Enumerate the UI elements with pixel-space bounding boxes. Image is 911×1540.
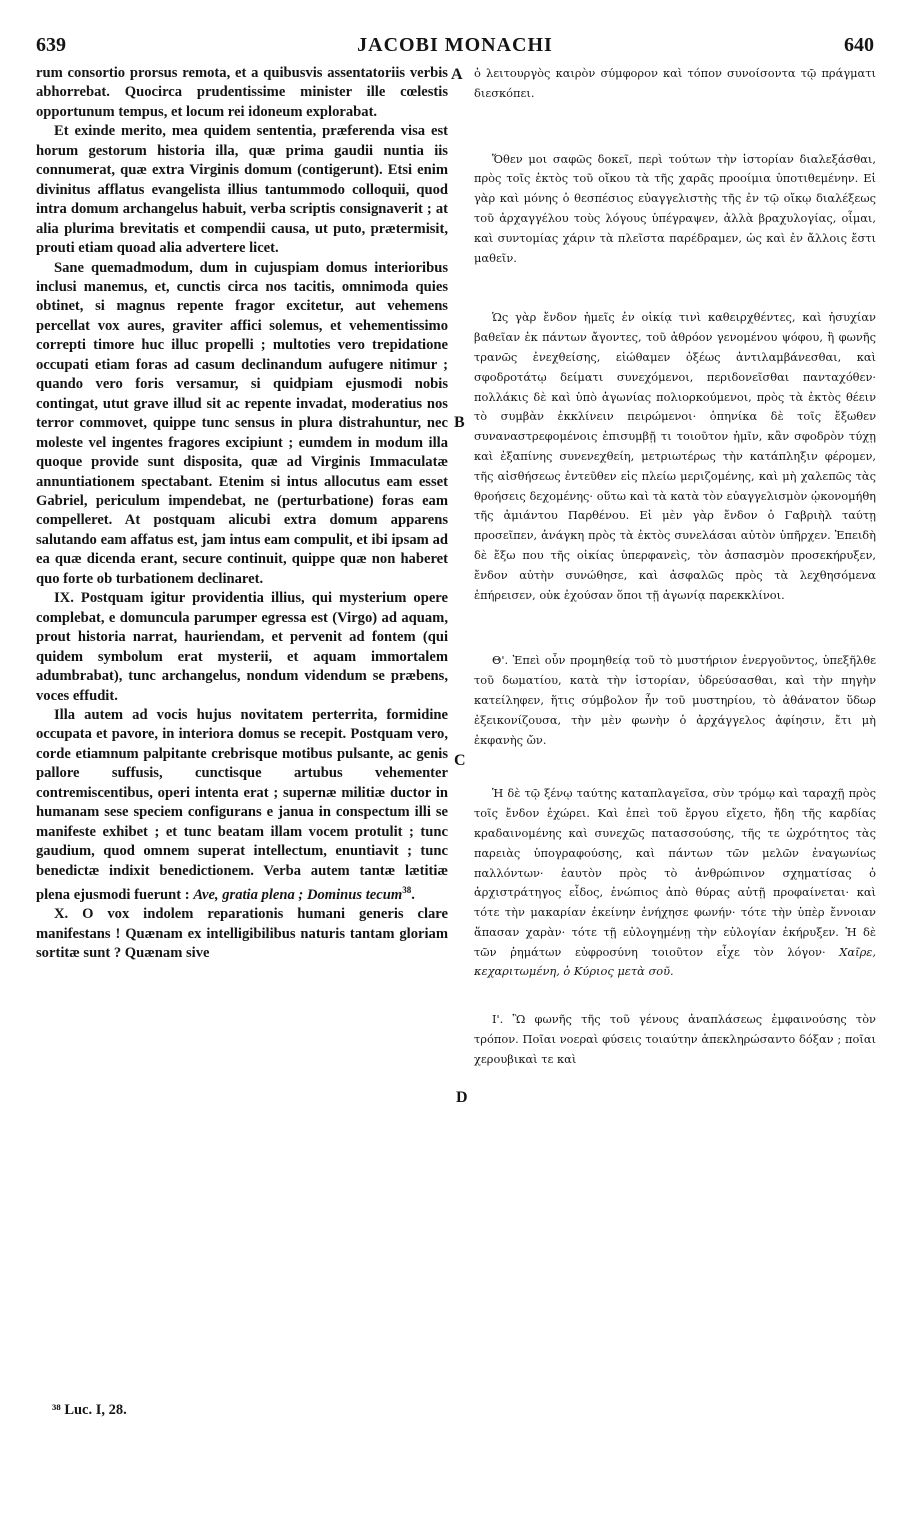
latin-paragraph-5: Illa autem ad vocis hujus novitatem perterrita, formidine occupata et pavore, in interiora domus se recepit. Postquam vero, corde etiamnum palpitante crebrisque motibus pulsante, ac genis pallore suffusis, cunctisque artubus vehementer contremiscentibus, operi intenta erat ; supernæ militiæ ductor in humanam sese speciem configurans e janua in conspectum illi se manifeste exhibet ; et tunc beatam illam vocem protulit ; tunc gaudium, quod omnem superat intellectum, enuntiavit ; tunc benedictæ indixit benedictionem. Verba autem tantæ lætitiæ plena ejusmodi fuerunt : Ave, gratia plena ; Dominus tecum$^{38}$. [36,706,448,903]
greek-paragraph-3: Ὡς γὰρ ἔνδον ἡμεῖς ἐν οἰκίᾳ τινὶ καθειρχθέντες, καὶ ἡσυχίαν βαθεῖαν ἐκ πάντων ἄγοντες, τοῦ ἀθρόον γενομένου ψόφου, ἢ φωνῆς τρανῶς ἐνεχθείσης, εἰώθαμεν ὀξέως ἀντιλαμβάνεσθαι, καὶ σφοδροτάτῳ δείματι συνεχόμενοι, περιδονεῖσθαι πανταχόθεν· πολλάκις δὲ καὶ ὑπὸ ἀγωνίας πολιορκούμενοι, πρὸς τὰ ἐκτὸς θέειν τὸ συμβὰν ἐκκλίνειν πειρώμενοι· ὁπηνίκα δὲ τοῖς ἔξωθεν συναναστρεφομένοις ἐπισυμβῇ τι τοιοῦτον ἡμῖν, κἂν σφοδρὸν τύχῃ καὶ ἐξαπίνης συνενεχθείη, μετριωτέρως τὴν κατάπληξιν φέρομεν, τῆς αἰσθήσεως ἐντεῦθεν εἰς πλείω μεριζομένης, καὶ μὴ χαλεπῶς τὰς θροήσεις δεχομένης· οὕτω καὶ τὰ κατὰ τὸν εὐαγγελισμὸν ᾠκονομήθη τῆς ἀμιάντου Παρθένου. Εἰ μὲν γὰρ ἔνδον ὁ Γαβριὴλ ταύτῃ προσεῖπεν, ἀνάγκη πρὸς τὰ ἐκτὸς συνελάσαι αὐτὸν ὑπῆρχεν. Ἐπειδὴ δὲ ἔξω που τῆς οἰκίας ὑπερφανεὶς, τὸν ἀσπασμὸν προσεκήρυξεν, ἔνδον αὐτὴν συνώθησε, καὶ ἀσφαλῶς πρὸς τὰ λεχθησόμενα ἐπήρεισεν, οὐκ ἐχούσαν ὅποι τῇ ἀγωνίᾳ παρεκκλίνοι. [474,310,876,602]
latin-paragraph-5-text: Illa autem ad vocis hujus novitatem perterrita, formidine occupata et pavore, in interiora domus se recepit. Postquam vero, corde etiamnum palpitante crebrisque motibus pulsante, ac genis pallore suffusis, cunctisque artubus vehementer contremiscentibus, operi intenta erat ; supernæ militiæ ductor in humanam sese speciem configurans e janua in conspectum illi se manifeste exhibet ; et tunc beatam illam vocem protulit ; tunc gaudium, quod omnem superat intellectum, enuntiavit ; tunc benedictæ indixit benedictionem. Verba autem tantæ lætitiæ plena ejusmodi fuerunt : [36,706,448,903]
margin-marker-d: D [456,1089,468,1106]
greek-paragraph-4: Θ'. Ἐπεὶ οὖν προμηθείᾳ τοῦ τὸ μυστήριον ἐνεργοῦντος, ὑπεξῆλθε τοῦ δωματίου, κατὰ τὴν ἱστορίαν, ὑδρεύσασθαι, καὶ τὴν πηγὴν κατείληφεν, ἥτις σύμβολον ἦν τοῦ μυστηρίου, τὸ ἀθάνατον ὕδωρ ἐξεικονίζουσα, τὴν μὲν φωνὴν ὁ ἀρχάγγελος ἀφίησιν, ἔτι μὴ ἐκφανὴς ὤν. [474,653,876,747]
greek-paragraph-2: Ὅθεν μοι σαφῶς δοκεῖ, περὶ τούτων τὴν ἱστορίαν διαλεξάσθαι, πρὸς τοῖς ἐκτὸς τοῦ οἴκου τὰ τῆς χαρᾶς προοίμια ὑποτιθεμένην. Εἰ γὰρ καὶ μόνης ὁ θεσπέσιος εὐαγγελιστὴς τῆς ἐν τῷ οἴκῳ διαλέξεως τοῦ ἀρχαγγέλου τοὺς λόγους ὑπέγραψεν, ἀλλὰ βραχυλογίας, οἶμαι, καὶ συντομίας χάριν τὰ πλεῖστα παρέδραμεν, ὡς καὶ ἐν ἄλλοις ἔστι μαθεῖν. [474,151,876,265]
margin-marker-c: C [454,752,466,769]
left-page-number: 639 [36,34,66,56]
footnote: ³⁸ Luc. I, 28. [52,1402,127,1418]
greek-quote: Χαῖρε, κεχαριτωμένη, ὁ Κύριος μετὰ σοῦ. [474,944,876,979]
greek-column [474,64,876,1070]
greek-paragraph-5 [474,784,876,982]
latin-paragraph-3: Sane quemadmodum, dum in cujuspiam domus interioribus inclusi manemus, et, cunctis circa nos tacitis, omnimoda quies obtinet, si magnus repente fragor excitetur, aut vehemens percellat vox aures, graviter affici solemus, et vehementissimo correpti timore huc illuc propelli ; multoties vero trepidatione occupati etiam foras ad casum declinandum aufugere nitimur ; quando vero foris versamur, si quidpiam ejusmodi nobis contingat, utut grave illud sit ac repente invadat, moderatius nos terror commovet, quippe tunc sensus in plura distrahuntur, nec moleste vel ingentes fragores excipiunt ; eumdem in modum illa quoque provide sunt disposita, quæ ad Virginis Immaculatæ annuntiationem spectabant. Etenim si intus allocutus eam esset Gabriel, periculum impendebat, ne (perturbatione) foras eam compelleret. At postquam alicubi extra domum apparens salutando eam affatus est, jam intus eam compulit, et ibi ipsam ad ea quæ dicenda erant, secure continuit, quippe quæ non haberet quo forte ob turbationem declinaret. [36,259,448,587]
latin-quote: Ave, gratia plena ; Dominus tecum [193,886,403,903]
greek-paragraph-6: Ι'. Ὢ φωνῆς τῆς τοῦ γένους ἀναπλάσεως ἐμφαινούσης τὸν τρόπον. Ποῖαι νοεραὶ φύσεις τοιαύτην ἀπεκληρώσαντο δόξαν ; ποῖαι χερουβικαὶ τε καὶ [474,1012,876,1066]
latin-column [36,64,448,964]
margin-marker-a: A [451,66,463,83]
latin-paragraph-4: IX. Postquam igitur providentia illius, qui mysterium opere complebat, e domuncula parumper egressa est (Virgo) ad aquam, prout historia narrat, hauriendam, et pervenit ad fontem (qui quidem symbolum erat mysterii, et aquam immortalem adumbrabat), tunc archangelus, nondum videndum se præbens, voces effudit. [36,590,448,704]
latin-paragraph-6: X. O vox indolem reparationis humani generis clare manifestans ! Quænam ex intelligibilibus naturis tantam gloriam sortitæ sunt ? Quænam sive [36,906,448,962]
latin-paragraph-2: Et exinde merito, mea quidem sententia, præferenda visa est horum gestorum historia illa, quæ prima gaudii nuntia iis connumerat, quæ extra Virginis domum (contigerunt). Etsi enim divinitus afflatus evangelista illius tantummodo colloquii, quod intra domum archangelus habuit, verba scriptis consignaverit ; at alia plurima brevitatis et compendii causa, ut puto, prætermisit, prouti etiam quoad alia advertere licet. [36,123,448,257]
greek-paragraph-5-text: Ἡ δὲ τῷ ξένῳ ταύτης καταπλαγεῖσα, σὺν τρόμῳ καὶ ταραχῇ πρὸς τοῖς ἔνδον ἐχώρει. Καὶ ἐπεὶ τοῦ ἔργου εἴχετο, ἤδη τῆς καρδίας κραδαινομένης καὶ συνεχῶς πατασσούσης, τῆς τε ὠχρότητος τὰς παρειὰς ὑπογραφούσης, καὶ πάντων τῶν μελῶν ἐναγωνίως παλλόντων· ἑαυτὸν πρὸς τὸ ἀνθρώπινον σχηματίσας ὁ ἀρχιστράτηγος εἶδος, ἐνώπιος ἀπὸ θύρας αὐτῇ προφαίνεται· καὶ τότε τὴν μακαρίαν ἐκείνην ἐνήχησε φωνήν· τότε τὴν ὑπὲρ ἔννοιαν ἅπασαν χαρὰν· τότε τῇ εὐλογημένῃ τὴν εὐλογίαν ἐκήρυξεν. Ἡ δὲ τῶν ῥημάτων εὐφροσύνη τοιοῦτον εἶχε τὸν λόγον· [474,786,876,959]
footnote-reference: 38 [402,885,412,896]
margin-marker-b: B [454,414,465,431]
running-head [36,34,874,56]
greek-paragraph-1: ὁ λειτουργὸς καιρὸν σύμφορον καὶ τόπον συνοίσοντα τῷ πράγματι διεσκόπει. [474,66,876,100]
right-page-number: 640 [844,34,874,56]
running-title: JACOBI MONACHI [357,34,553,56]
latin-paragraph-1: rum consortio prorsus remota, et a quibusvis assentatoriis verbis abhorrebat. Quocirca prudentissime minister ille cœlestis opportunum tempus, et locum rei idoneum explorabat. [36,65,448,120]
